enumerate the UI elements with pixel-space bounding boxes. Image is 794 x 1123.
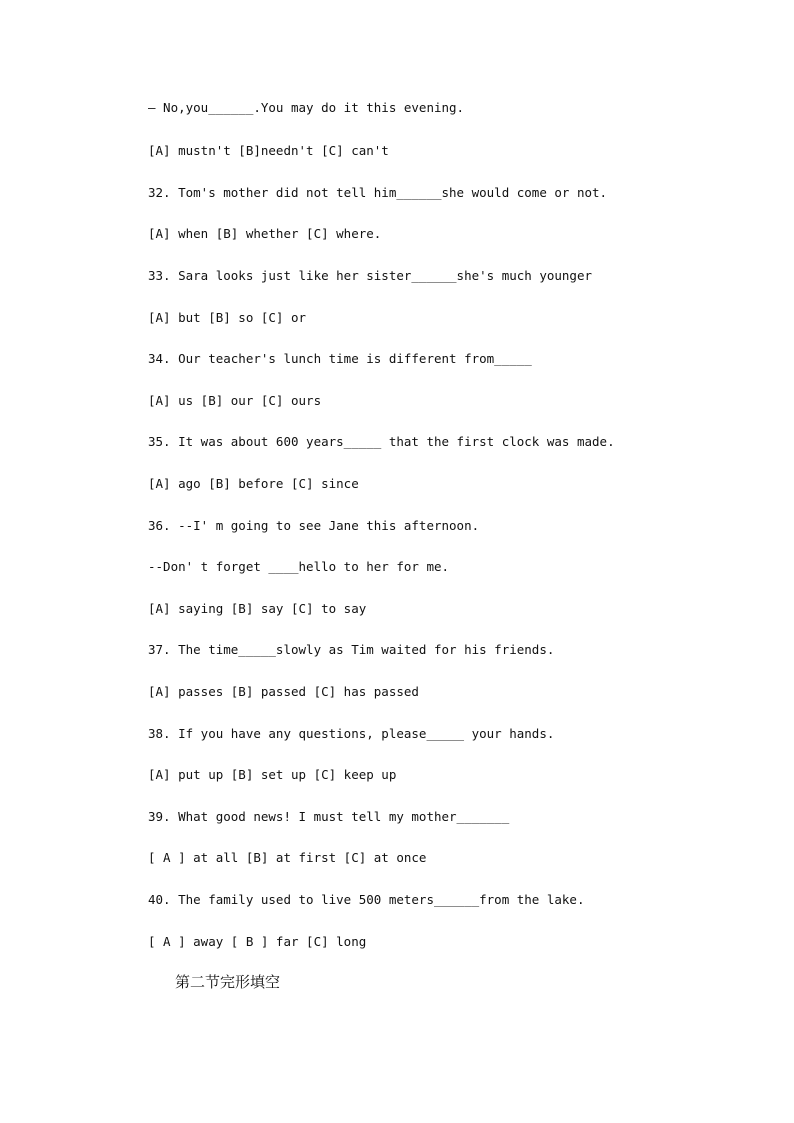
question-36-prompt: 36. --I' m going to see Jane this afternoon. [148, 518, 480, 533]
section-heading: 第二节完形填空 [175, 973, 281, 991]
question-35-options: [A] ago [B] before [C] since [148, 476, 359, 491]
question-39-prompt: 39. What good news! I must tell my mother_______ [148, 809, 510, 824]
question-33-options: [A] but [B] so [C] or [148, 310, 307, 325]
question-40-prompt: 40. The family used to live 500 meters______from the lake. [148, 892, 585, 907]
question-39-options: [ A ] at all [B] at first [C] at once [148, 850, 427, 865]
question-36-reply: --Don' t forget ____hello to her for me. [148, 559, 450, 574]
question-34-options: [A] us [B] our [C] ours [148, 393, 322, 408]
question-33-prompt: 33. Sara looks just like her sister______she's much younger [148, 268, 593, 283]
question-36-options: [A] saying [B] say [C] to say [148, 601, 367, 616]
question-32-options: [A] when [B] whether [C] where. [148, 226, 382, 241]
question-32-prompt: 32. Tom's mother did not tell him______she would come or not. [148, 185, 608, 200]
question-34-prompt: 34. Our teacher's lunch time is different from_____ [148, 351, 532, 366]
question-35-prompt: 35. It was about 600 years_____ that the first clock was made. [148, 434, 615, 449]
question-37-options: [A] passes [B] passed [C] has passed [148, 684, 419, 699]
question-38-options: [A] put up [B] set up [C] keep up [148, 767, 397, 782]
question-31-prompt: — No,you______.You may do it this evening. [148, 100, 465, 115]
question-38-prompt: 38. If you have any questions, please_____ your hands. [148, 726, 555, 741]
question-31-options: [A] mustn't [B]needn't [C] can't [148, 143, 389, 158]
question-37-prompt: 37. The time_____slowly as Tim waited for his friends. [148, 642, 555, 657]
question-40-options: [ A ] away [ B ] far [C] long [148, 934, 367, 949]
